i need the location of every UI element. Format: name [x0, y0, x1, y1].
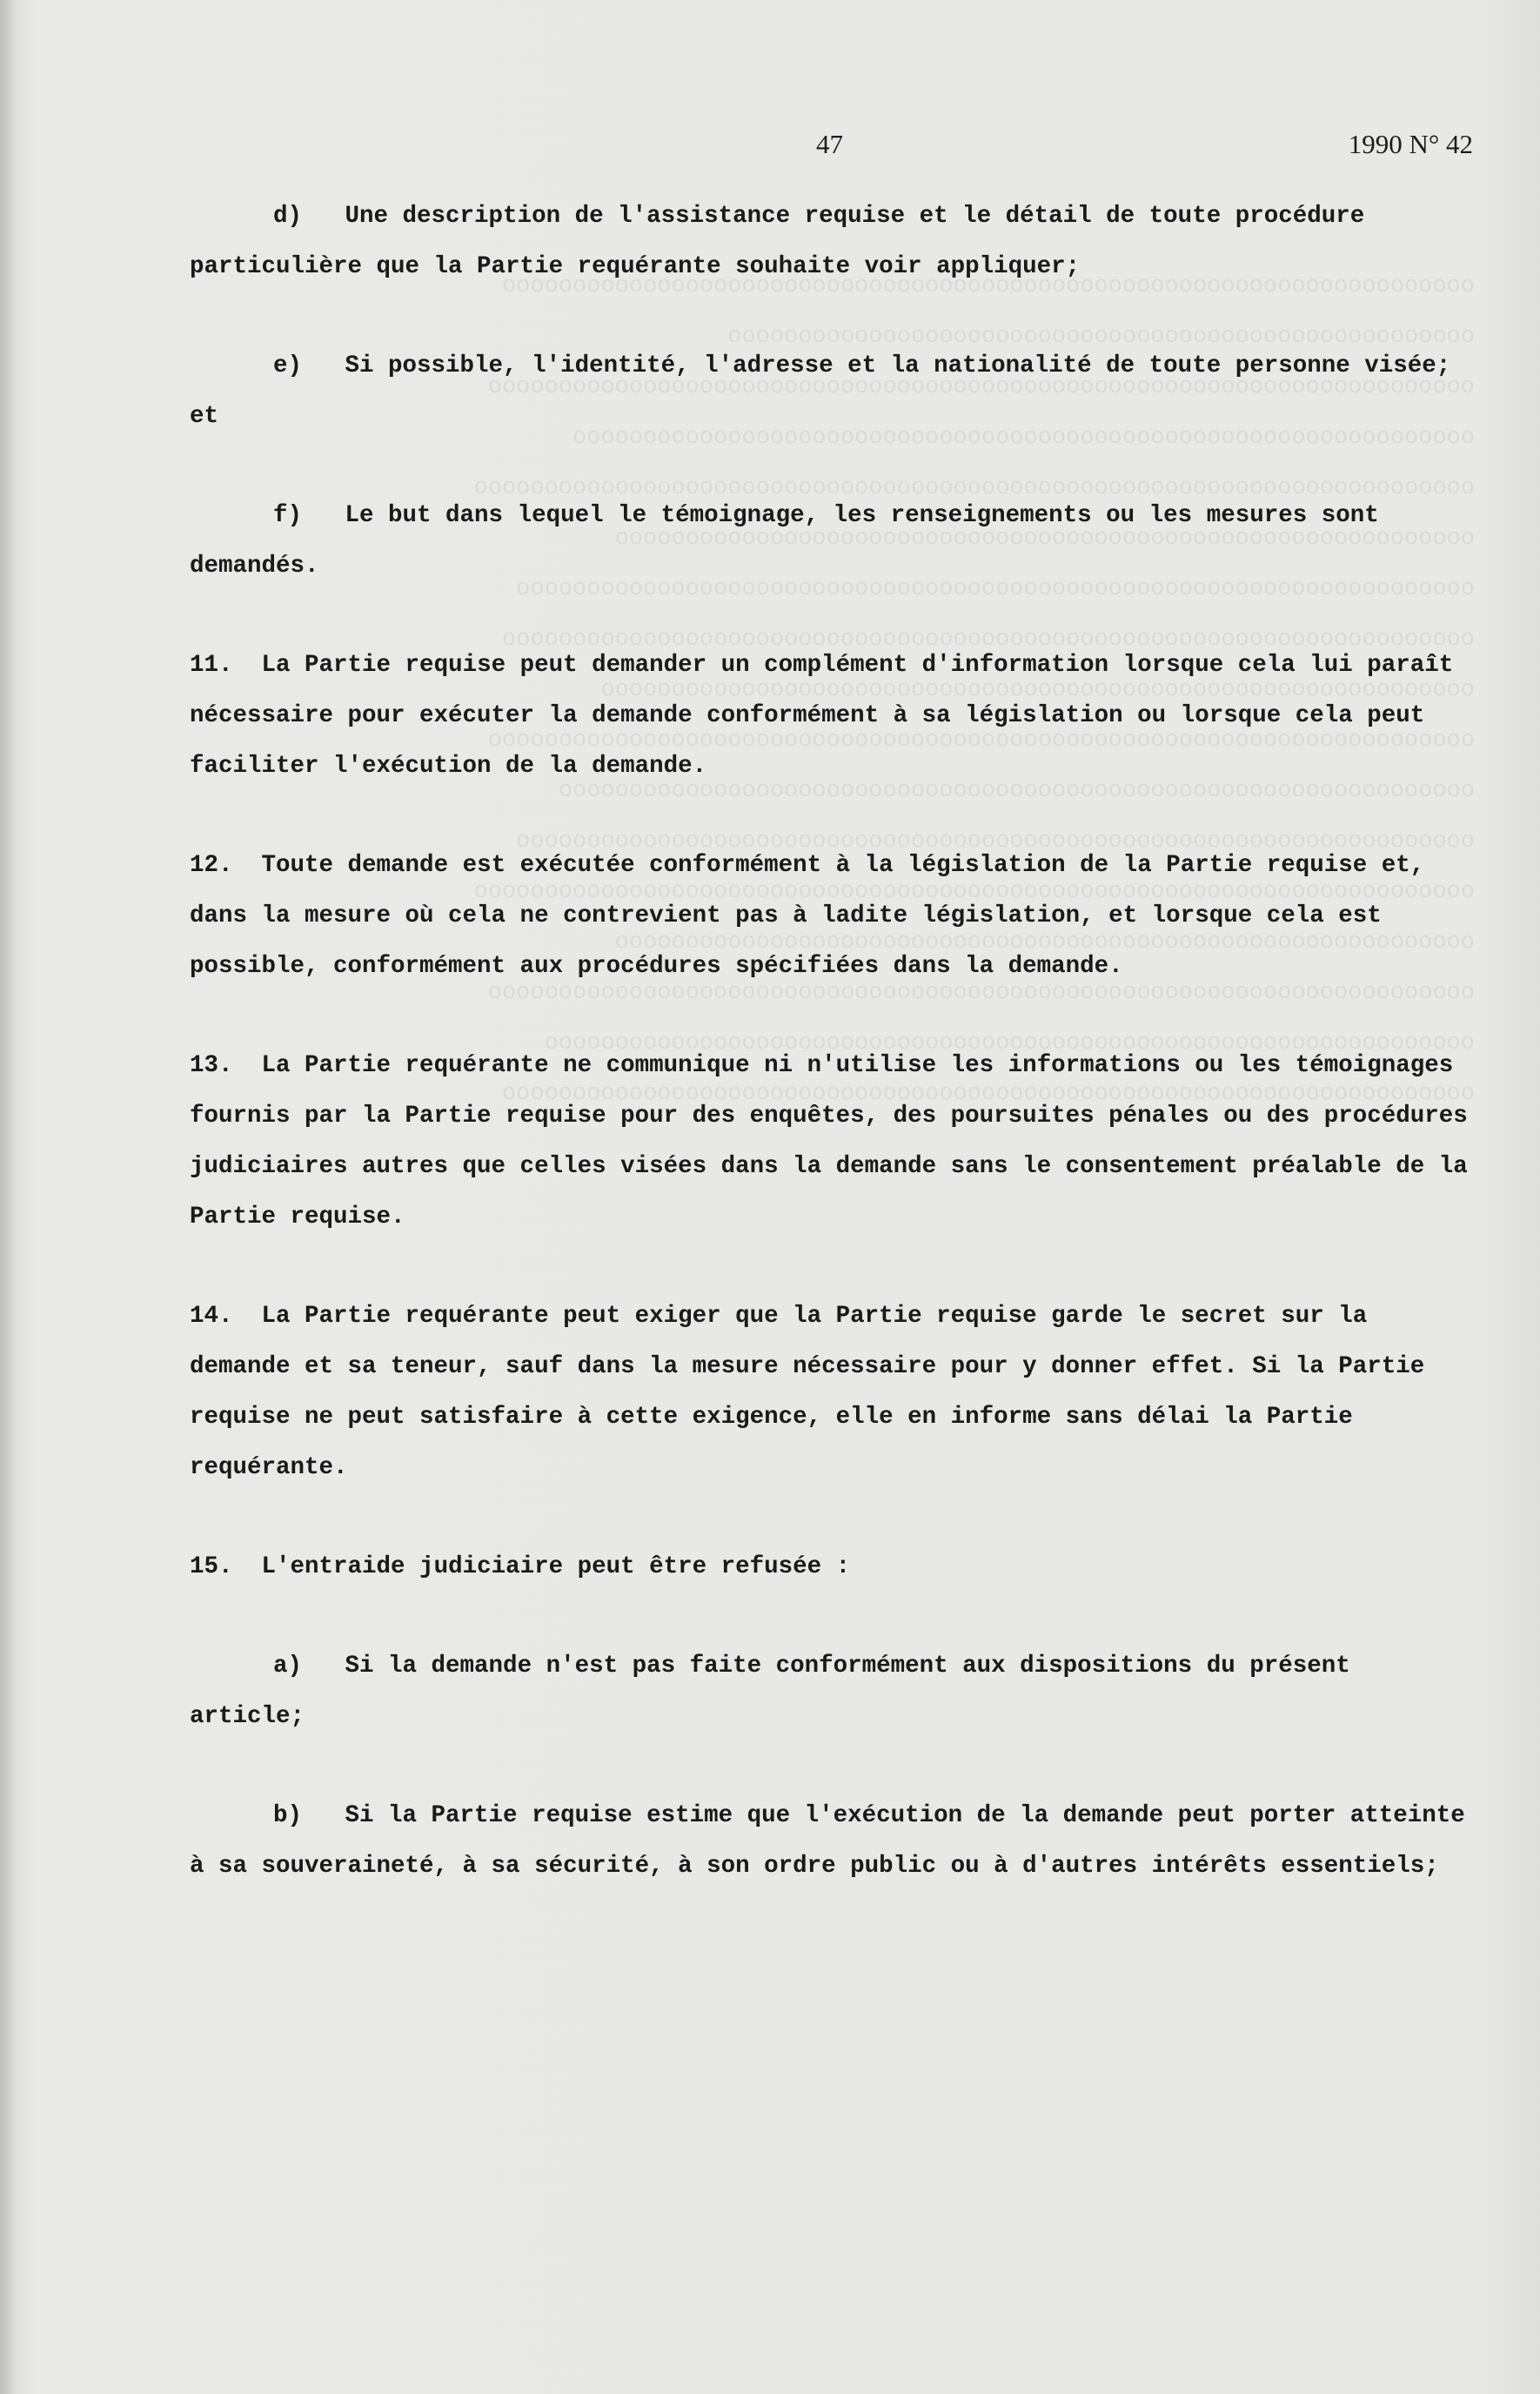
paragraph-11: [190, 640, 1477, 792]
paragraph-text: La Partie requérante ne communique ni n'utilise les informations ou les témoignages fournis par la Partie requise pour des enquêtes, des poursuites pénales ou des procédures judiciaires autres que celles visées dans la demande sans le consentement préalable de la Partie requise.: [190, 1052, 1468, 1231]
paragraph-14: [190, 1291, 1477, 1493]
paragraph-13: [190, 1041, 1477, 1243]
paragraph-15: [190, 1542, 1477, 1593]
paragraph-text: La Partie requise peut demander un complément d'information lorsque cela lui paraît nécessaire pour exécuter la demande conformément à sa législation ou lorsque cela peut faciliter l'exécution de la demande.: [190, 652, 1454, 780]
paragraph-label: 12.: [190, 852, 233, 879]
paragraph-15b: [190, 1791, 1477, 1892]
paragraph-label: b): [273, 1802, 303, 1829]
paragraph-label: f): [273, 502, 303, 529]
paragraph-text: Une description de l'assistance requise et le détail de toute procédure particulière que la Partie requérante souhaite voir appliquer;: [190, 203, 1365, 280]
paragraph-label: 11.: [190, 652, 233, 679]
paragraph-label: 15.: [190, 1553, 233, 1580]
paragraph-f: [190, 491, 1477, 592]
paragraph-e: [190, 341, 1477, 442]
paragraph-text: L'entraide judiciaire peut être refusée :: [261, 1553, 851, 1580]
paragraph-text: Si la Partie requise estime que l'exécution de la demande peut porter atteinte à sa souveraineté, à sa sécurité, à son ordre public ou à d'autres intérêts essentiels;: [190, 1802, 1465, 1880]
paragraph-text: Si la demande n'est pas faite conformément aux dispositions du présent article;: [190, 1653, 1350, 1730]
paragraph-text: Toute demande est exécutée conformément à la législation de la Partie requise et, dans la mesure où cela ne contrevient pas à ladite législation, et lorsque cela est possible, conformément aux procédures spécifiées dans la demande.: [190, 852, 1425, 980]
paragraph-label: 14.: [190, 1303, 233, 1330]
document-reference: 1990 N° 42: [1348, 129, 1473, 159]
page-number: 47: [816, 129, 843, 159]
page-edge-shadow: [0, 0, 16, 2394]
document-body: [190, 191, 1477, 1941]
paragraph-text: La Partie requérante peut exiger que la Partie requise garde le secret sur la demande et sa teneur, sauf dans la mesure nécessaire pour y donner effet. Si la Partie requise ne peut satisfaire à cette exigence, elle en informe sans délai la Partie requérante.: [190, 1303, 1425, 1481]
paragraph-label: a): [273, 1653, 303, 1680]
paragraph-text: Le but dans lequel le témoignage, les renseignements ou les mesures sont demandés.: [190, 502, 1379, 580]
bleed-through-text: ooooooooooooooooooooooooooooooooooooooooooooooooooooooooooooooooooooo ooooooooooooooooooooooooooooooooooooooooooooooooooooo oooooooooooooooooooooooooooooooooooooooooooooooooooooooooooooooooooooo oooooooooooooooooooooooooooooooooooooooooooooooooooooooooooooooo ooooooooooooooooooooooooooooooooooooooooooooooooooooooooooooooooooooooo ooooooooooooooooooooooooooooooooooooooooooooooooooooooooooooo oooooooooooooooooooooooooooooooooooooooooooooooooooooooooooooooooooo ooooooooooooooooooooooooooooooooooooooooooooooooooooooooooooooooooooo oooooooooooooooooooooooooooooooooooooooooooooooooooooooooooooo oooooooooooooooooooooooooooooooooooooooooooooooooooooooooooooooooooooo ooooooooooooooooooooooooooooooooooooooooooooooooooooooooooooooooo oooooooooooooooooooooooooooooooooooooooooooooooooooooooooooooooooooo ooooooooooooooooooooooooooooooooooooooooooooooooooooooooooooooooooooooo ooooooooooooooooooooooooooooooooooooooooooooooooooooooooooooo oooooooooooooooooooooooooooooooooooooooooooooooooooooooooooooooooooooo oooooooooooooooooooooooooooooooooooooooooooooooooooooooooooooooooo ooooooooooooooooooooooooooooooooooooooooooooooooooooooooooooooooooooo: [473, 273, 1475, 1107]
paragraph-text: Si possible, l'identité, l'adresse et la nationalité de toute personne visée; et: [190, 352, 1451, 430]
paragraph-label: e): [273, 352, 303, 379]
paragraph-12: [190, 841, 1477, 992]
paragraph-15a: [190, 1641, 1477, 1742]
paragraph-label: d): [273, 203, 303, 230]
paragraph-d: [190, 191, 1477, 292]
paragraph-label: 13.: [190, 1052, 233, 1079]
